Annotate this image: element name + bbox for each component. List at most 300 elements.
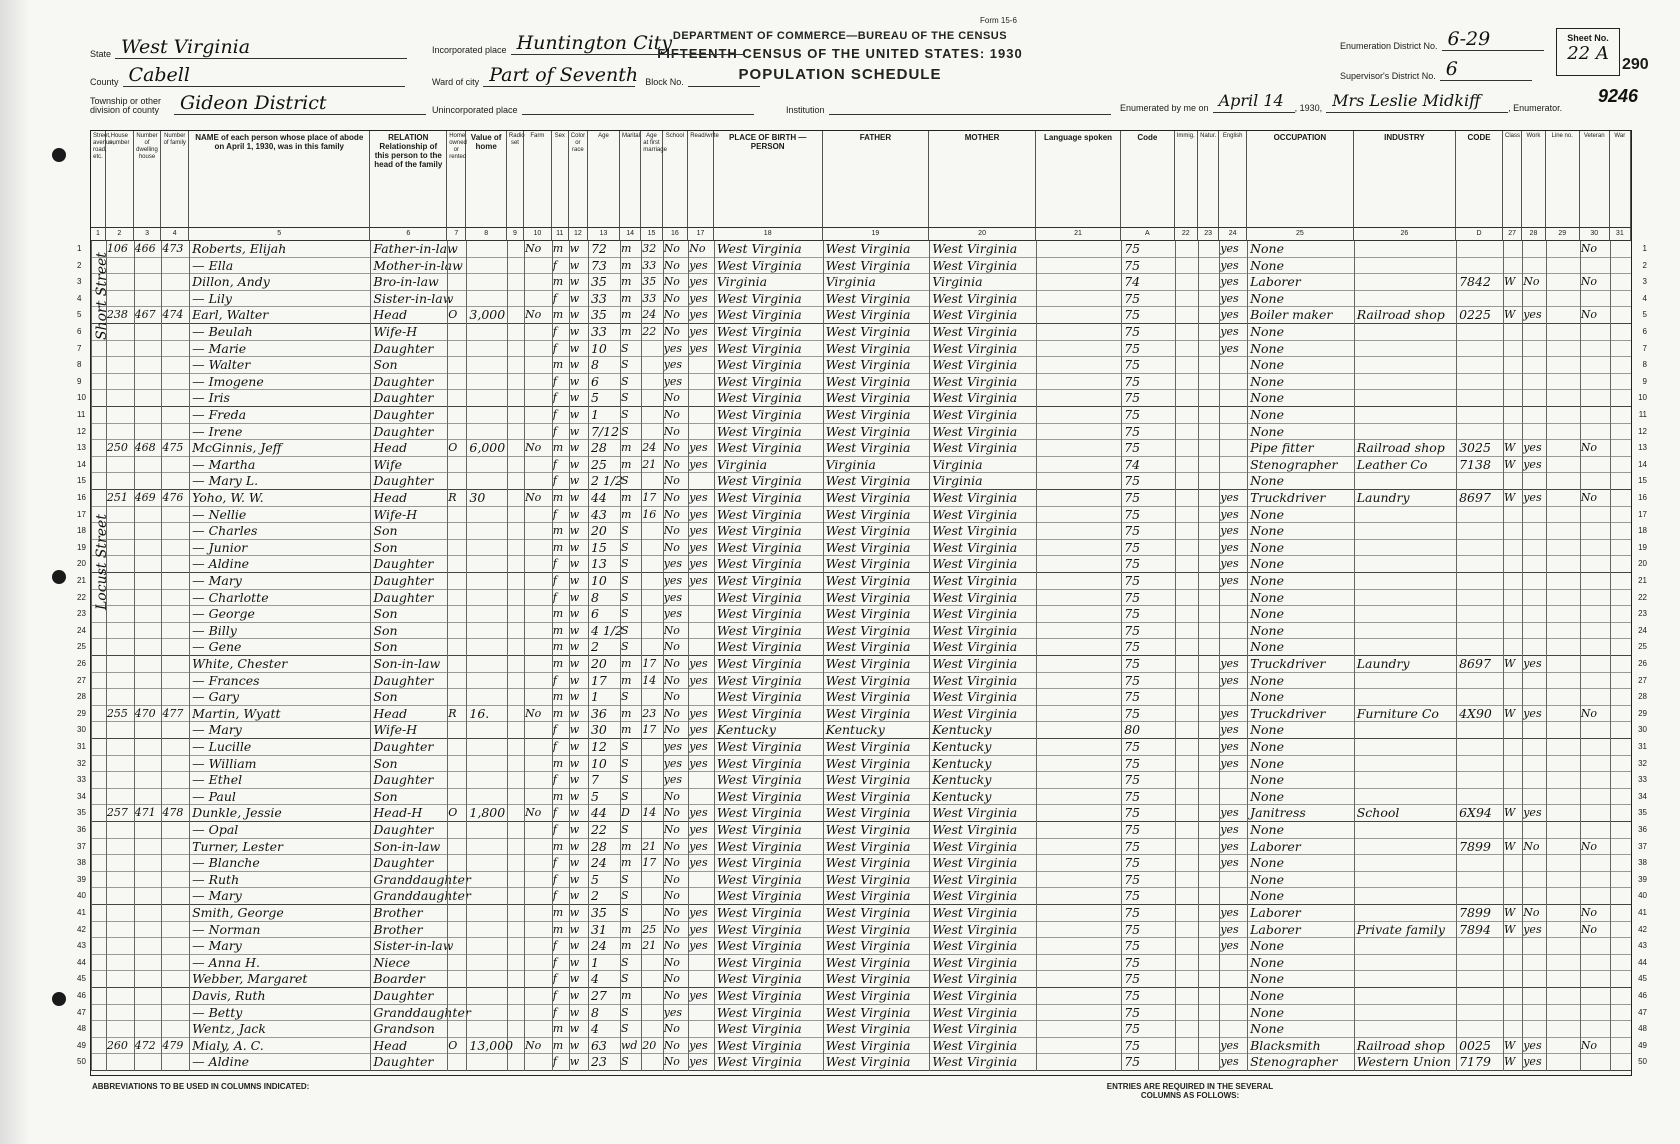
cell-bp: Kentucky [716,722,776,738]
cell-own [447,507,466,523]
cell-ind [1354,590,1456,606]
cell-race: w [569,690,580,704]
ed-field [1340,28,1544,51]
unincorporated-value [522,92,754,115]
column-header-label: NAME of each person whose place of abode on April 1, 1930, was in this family [195,133,364,151]
cell-house [106,390,134,406]
cell-name: Roberts, Elijah [192,241,287,256]
column-number: 1 [91,227,106,241]
column-rule [91,241,92,1071]
cell-farm [524,938,552,954]
cell-race: w [569,872,580,886]
cell-eng: yes [1220,574,1239,587]
cell-mbp: West Virginia [932,357,1018,373]
column-number: 31 [1610,227,1631,241]
cell-occ: None [1250,357,1284,373]
cell-house [106,888,134,904]
cell-sex: f [552,557,557,571]
column-header-label: Code [1137,133,1158,142]
cell-fm: 24 [642,441,657,455]
ward-value: Part of Seventh [483,64,635,87]
cell-rel: Daughter [373,390,434,406]
cell-mar: m [620,308,632,322]
cell-fbp: West Virginia [825,490,911,505]
cell-occ: None [1250,506,1284,522]
cell-mar: S [620,906,629,919]
column-rule [1036,241,1037,1071]
table-row [77,1054,1647,1071]
column-header [569,131,588,227]
cell-val [466,291,507,307]
cell-fam [161,457,189,473]
cell-eng [1219,971,1247,987]
cell-own [447,772,466,788]
cell-bp: West Virginia [716,954,802,970]
column-header [1522,131,1545,227]
cell-code: 74 [1124,274,1141,290]
cell-oc [1456,573,1503,589]
cell-fam [161,357,189,373]
cell-fm [641,424,662,440]
cell-cls [1503,1021,1522,1037]
cell-house [106,839,134,855]
cell-rw: yes [689,856,708,870]
cell-ind [1354,556,1456,572]
line-number: 2 [1642,260,1647,270]
line-number: 48 [77,1024,86,1034]
cell-house: 106 [106,242,128,255]
cell-fm [641,407,662,423]
cell-code: 75 [1124,755,1141,771]
cell-rel: Father-in-law [373,241,458,256]
cell-ind [1354,540,1456,556]
cell-oc: 6X94 [1459,805,1492,821]
cell-wk [1522,606,1545,622]
cell-wk: No [1523,839,1540,853]
cell-eng: yes [1220,308,1239,322]
cell-code: 75 [1124,241,1141,256]
column-number: D [1456,227,1503,241]
cell-dw [134,573,162,589]
table-row [77,689,1647,706]
cell-occ: None [1250,954,1284,970]
line-number: 24 [1638,625,1647,635]
cell-own [447,855,466,871]
cell-own [447,1054,466,1070]
line-number: 12 [1638,426,1647,436]
cell-ind [1354,291,1456,307]
cell-sex: m [552,491,564,504]
cell-oc [1456,523,1503,539]
cell-eng [1219,888,1247,904]
cell-name: Mialy, A. C. [192,1037,264,1053]
cell-code: 75 [1124,971,1141,987]
cell-bp: Virginia [716,456,768,472]
cell-cls [1503,855,1522,871]
line-number: 43 [77,941,86,951]
cell-sch: yes [663,740,682,753]
cell-bp: West Virginia [716,921,802,937]
cell-sex: f [552,474,557,488]
cell-rw: yes [689,706,708,720]
cell-mbp: West Virginia [932,689,1018,705]
column-rule [447,241,448,1071]
enumerated-field [1120,90,1566,113]
cell-cls [1503,374,1522,390]
line-number: 1 [1642,244,1647,253]
cell-sex: f [552,989,557,1002]
column-number: 21 [1036,227,1121,241]
cell-rw: yes [689,723,708,737]
cell-fm: 21 [642,457,657,471]
cell-house [106,590,134,606]
cell-house [106,374,134,390]
cell-house [106,789,134,805]
column-header-label: Marital [621,133,640,139]
cell-fam [161,922,189,938]
column-header-label: OCCUPATION [1273,133,1327,142]
cell-name: Davis, Ruth [192,988,266,1003]
cell-eng: yes [1220,823,1239,836]
cell-radio [507,523,524,539]
cell-fam: 474 [162,308,184,322]
cell-own [447,888,466,904]
cell-val [466,590,507,606]
cell-house [106,756,134,772]
cell-ind [1354,424,1456,440]
cell-vet: No [1580,441,1598,455]
cell-farm [524,971,552,987]
cell-mbp: West Virginia [932,373,1018,389]
cell-code: 80 [1124,722,1141,738]
footer-abbreviations [92,1082,332,1091]
cell-dw [134,523,162,539]
cell-age: 30 [590,722,607,738]
cell-name: — Billy [192,622,237,638]
cell-race: w [569,673,580,687]
cell-rel: Son [373,539,398,555]
cell-bp: West Virginia [716,1054,802,1070]
cell-vet [1580,656,1610,672]
cell-cls: W [1504,1038,1516,1052]
cell-mar: m [620,441,632,455]
cell-race: w [569,955,580,969]
cell-own [447,955,466,971]
cell-rw: yes [689,574,708,587]
cell-sch: yes [663,358,682,372]
line-number: 37 [1638,841,1647,851]
cell-farm [524,606,552,622]
cell-rel: Mother-in-law [373,257,463,273]
cell-race: w [569,773,580,787]
cell-eng: yes [1220,939,1239,953]
line-number: 17 [77,509,86,519]
cell-name: Webber, Margaret [192,971,308,987]
cell-house [106,988,134,1004]
cell-oc: 7899 [1459,838,1491,854]
cell-dw: 467 [134,308,156,322]
cell-cls [1503,573,1522,589]
cell-house [106,457,134,473]
cell-radio [507,706,524,722]
cell-fm: 17 [642,856,657,870]
cell-eng [1219,789,1247,805]
cell-oc: 7899 [1459,905,1491,920]
cell-race: w [569,524,580,538]
cell-radio [507,872,524,888]
cell-race: w [569,1055,580,1069]
cell-sch: No [663,424,680,438]
cell-cls [1503,938,1522,954]
line-number: 34 [77,791,86,801]
cell-dw [134,756,162,772]
cell-rel: Son-in-law [373,838,441,854]
column-header [1546,131,1580,227]
cell-own [447,390,466,406]
cell-cls [1503,241,1522,257]
cell-age: 15 [590,539,607,555]
column-rule [1121,241,1122,1071]
cell-ind [1354,623,1456,639]
cell-radio [507,440,524,456]
cell-bp: West Virginia [716,390,802,406]
cell-fbp: West Virginia [825,988,911,1003]
cell-fbp: West Virginia [825,905,911,920]
cell-bp: West Virginia [716,689,802,705]
cell-own [447,739,466,755]
cell-oc [1456,772,1503,788]
cell-code: 75 [1124,307,1141,323]
cell-sch: yes [663,1005,682,1019]
cell-fbp: West Virginia [825,573,911,588]
cell-sch: No [663,258,680,272]
column-header [714,131,823,227]
cell-fm: 17 [642,491,657,504]
cell-cls [1503,772,1522,788]
cell-age: 25 [590,456,607,472]
cell-fbp: West Virginia [825,290,911,306]
cell-mbp: West Virginia [932,539,1018,555]
column-rule [688,241,689,1071]
cell-code: 75 [1124,506,1141,522]
cell-ind [1354,872,1456,888]
cell-occ: Stenographer [1250,456,1338,472]
cell-rel: Son [373,622,398,638]
incorporated-value: Huntington City [511,32,743,55]
line-number: 38 [77,858,86,868]
state-value: West Virginia [115,36,407,59]
county-value: Cabell [123,64,405,87]
cell-val [466,374,507,390]
cell-race: w [569,457,580,471]
line-number: 29 [1638,708,1647,718]
cell-mbp: Kentucky [932,755,992,771]
column-rule [524,241,525,1071]
cell-ind: Private family [1356,921,1445,937]
table-row [77,988,1647,1005]
cell-wk [1522,822,1545,838]
cell-mar: S [620,623,629,637]
cell-farm [524,888,552,904]
cell-rel: Daughter [373,822,434,837]
enumerated-label: Enumerated by me on [1120,103,1209,113]
cell-dw [134,390,162,406]
cell-vet [1580,888,1610,904]
cell-bp: West Virginia [716,573,802,588]
cell-name: — Nellie [192,506,247,522]
column-number: 26 [1354,227,1456,241]
cell-rw [688,639,714,655]
column-header-label: Natur. [1200,133,1217,139]
cell-oc [1456,872,1503,888]
cell-rel: Daughter [373,1054,434,1070]
cell-rw: yes [689,325,708,338]
cell-name: — William [192,755,257,771]
cell-race: w [569,574,580,587]
cell-own [447,789,466,805]
cell-fam [161,656,189,672]
cell-mbp: West Virginia [932,805,1018,821]
cell-bp: West Virginia [716,805,802,821]
cell-mbp: Virginia [932,274,983,290]
cell-dw [134,590,162,606]
cell-sex: m [552,607,564,621]
column-header-label: PLACE OF BIRTH — PERSON [729,133,807,151]
cell-val [466,1054,507,1070]
cell-bp: West Virginia [716,1037,802,1053]
cell-fm: 33 [642,291,657,305]
state-label: State [90,49,112,59]
cell-fm [641,971,662,987]
cell-fm [641,689,662,705]
cell-dw [134,357,162,373]
cell-race: w [569,756,580,770]
cell-farm [524,590,552,606]
line-number: 44 [1638,957,1647,967]
cell-code: 75 [1124,805,1141,821]
cell-farm [524,457,552,473]
cell-cls [1503,673,1522,689]
cell-name: — Mary [192,722,242,738]
cell-sch: No [663,308,680,322]
column-header-label: Age at first marriage [643,133,667,153]
cell-sch: No [663,524,680,538]
cell-dw: 468 [134,441,156,455]
cell-eng: yes [1220,524,1239,538]
cell-val [466,689,507,705]
cell-eng [1219,988,1247,1004]
cell-rel: Son [373,606,398,622]
line-number: 9 [1642,376,1647,386]
cell-vet [1580,623,1610,639]
cell-rw: yes [689,341,708,355]
cell-cls [1503,523,1522,539]
line-number: 35 [1638,808,1647,818]
cell-val [466,424,507,440]
cell-mbp: West Virginia [932,340,1018,356]
cell-mbp: West Virginia [932,407,1018,422]
cell-fm [641,789,662,805]
column-number: 24 [1219,227,1247,241]
cell-ind [1354,955,1456,971]
cell-name: — Charles [192,523,258,539]
cell-rel: Daughter [373,855,434,871]
cell-mar: S [620,557,629,571]
cell-cls [1503,739,1522,755]
cell-farm: No [524,1038,542,1052]
cell-eng [1219,424,1247,440]
cell-farm [524,689,552,705]
cell-dw [134,789,162,805]
cell-ind [1354,274,1456,290]
cell-eng: yes [1220,491,1239,504]
cell-bp: West Virginia [716,888,802,904]
cell-oc [1456,938,1503,954]
cell-vet [1580,756,1610,772]
cell-bp: West Virginia [716,971,802,987]
line-number: 22 [1638,592,1647,602]
cell-rw [688,590,714,606]
cell-oc [1456,258,1503,274]
cell-fbp: West Virginia [825,954,911,970]
cell-fm: 21 [642,839,657,853]
cell-fam [161,573,189,589]
cell-eng: yes [1220,922,1239,936]
cell-fbp: West Virginia [825,556,911,572]
cell-ind [1354,258,1456,274]
cell-bp: West Virginia [716,855,802,871]
cell-sch: No [663,1038,680,1052]
cell-own [447,988,466,1004]
cell-oc [1456,739,1503,755]
cell-radio [507,490,524,506]
cell-sch: No [663,823,680,836]
cell-cls [1503,789,1522,805]
cell-vet [1580,258,1610,274]
cell-mbp: West Virginia [932,1054,1018,1070]
cell-mar: S [620,1022,629,1036]
cell-house [106,407,134,423]
cell-dw [134,424,162,440]
cell-ind: School [1356,805,1400,821]
cell-wk: yes [1523,657,1542,670]
cell-name: — Charlotte [192,589,269,605]
cell-dw [134,739,162,755]
column-rule [714,241,715,1071]
cell-dw [134,507,162,523]
cell-farm [524,789,552,805]
cell-fbp: West Virginia [825,390,911,406]
cell-eng: yes [1220,1055,1239,1069]
column-rule [1546,241,1547,1071]
cell-fam [161,689,189,705]
cell-mbp: West Virginia [932,822,1018,837]
cell-fm: 17 [642,657,657,670]
cell-sch: No [663,325,680,338]
cell-ind: Western Union [1356,1054,1451,1070]
cell-name: — Anna H. [192,954,261,970]
cell-code: 75 [1124,1037,1141,1053]
cell-radio [507,922,524,938]
cell-radio [507,639,524,655]
cell-oc [1456,988,1503,1004]
line-number: 20 [1638,559,1647,569]
column-header-label: CODE [1467,133,1491,142]
column-header-label: Farm [530,133,545,139]
column-rule [1219,241,1220,1071]
cell-occ: None [1250,971,1284,987]
cell-house: 251 [106,491,128,504]
